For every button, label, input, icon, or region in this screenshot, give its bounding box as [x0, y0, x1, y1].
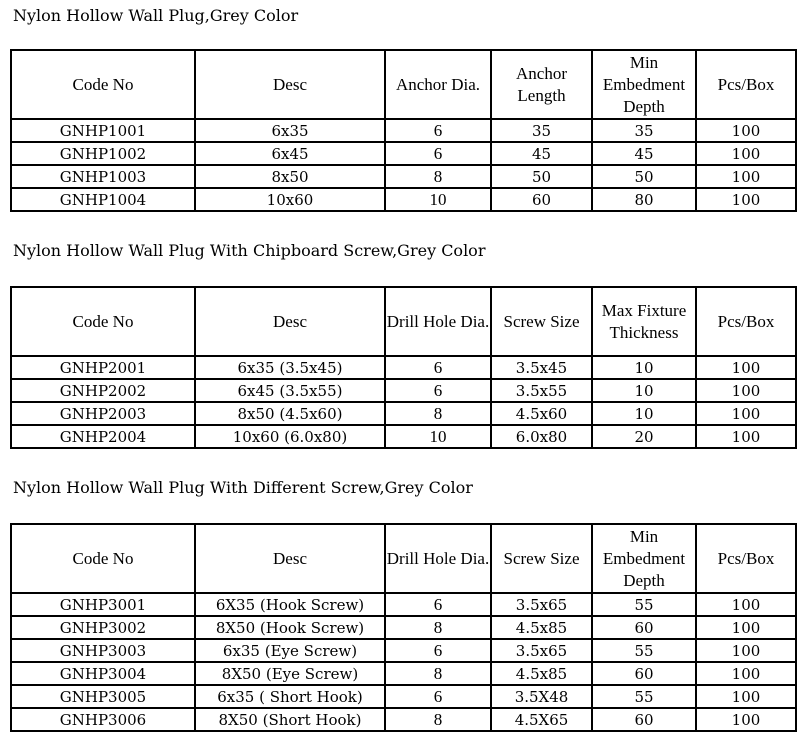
- cell-min-embedment: 60: [592, 616, 696, 639]
- cell-code: GNHP2004: [11, 425, 195, 448]
- cell-desc: 6X35 (Hook Screw): [195, 593, 385, 616]
- cell-code: GNHP3006: [11, 708, 195, 731]
- cell-drill-hole-dia: 6: [385, 356, 491, 379]
- cell-drill-hole-dia: 6: [385, 379, 491, 402]
- table-header-row: [11, 50, 796, 119]
- cell-min-embedment: 60: [592, 662, 696, 685]
- table-1-title: Nylon Hollow Wall Plug,Grey Color: [13, 6, 299, 25]
- header-drill-hole-dia: Drill Hole Dia.: [385, 524, 491, 593]
- cell-code: GNHP2001: [11, 356, 195, 379]
- cell-code: GNHP1004: [11, 188, 195, 211]
- header-code-no: Code No: [11, 524, 195, 593]
- cell-screw-size: 4.5x85: [491, 662, 592, 685]
- header-code-no: Code No: [11, 287, 195, 356]
- cell-code: GNHP3003: [11, 639, 195, 662]
- header-desc: Desc: [195, 287, 385, 356]
- cell-drill-hole-dia: 8: [385, 662, 491, 685]
- cell-min-embedment: 55: [592, 593, 696, 616]
- header-anchor-length: Anchor Length: [491, 50, 592, 119]
- cell-anchor-dia: 8: [385, 165, 491, 188]
- cell-drill-hole-dia: 8: [385, 616, 491, 639]
- cell-pcs-box: 100: [696, 662, 796, 685]
- cell-desc: 8X50 (Hook Screw): [195, 616, 385, 639]
- cell-code: GNHP3002: [11, 616, 195, 639]
- cell-max-fixture: 10: [592, 402, 696, 425]
- header-pcs-box: Pcs/Box: [696, 287, 796, 356]
- cell-anchor-dia: 6: [385, 142, 491, 165]
- table-header-row: [11, 524, 796, 593]
- cell-desc: 8X50 (Short Hook): [195, 708, 385, 731]
- table-row: [11, 402, 796, 425]
- cell-desc: 8x50: [195, 165, 385, 188]
- header-desc: Desc: [195, 524, 385, 593]
- table-row: [11, 708, 796, 731]
- header-screw-size: Screw Size: [491, 524, 592, 593]
- cell-desc: 6x45 (3.5x55): [195, 379, 385, 402]
- cell-min-embedment: 45: [592, 142, 696, 165]
- cell-screw-size: 6.0x80: [491, 425, 592, 448]
- cell-min-embedment: 55: [592, 639, 696, 662]
- cell-anchor-length: 60: [491, 188, 592, 211]
- cell-pcs-box: 100: [696, 425, 796, 448]
- cell-screw-size: 4.5X65: [491, 708, 592, 731]
- table-3: [10, 523, 797, 732]
- header-pcs-box: Pcs/Box: [696, 50, 796, 119]
- cell-pcs-box: 100: [696, 356, 796, 379]
- cell-pcs-box: 100: [696, 402, 796, 425]
- cell-code: GNHP2003: [11, 402, 195, 425]
- cell-screw-size: 4.5x60: [491, 402, 592, 425]
- cell-screw-size: 3.5x55: [491, 379, 592, 402]
- cell-desc: 6x35 (3.5x45): [195, 356, 385, 379]
- cell-drill-hole-dia: 8: [385, 402, 491, 425]
- cell-desc: 8X50 (Eye Screw): [195, 662, 385, 685]
- cell-anchor-dia: 6: [385, 119, 491, 142]
- table-row: [11, 188, 796, 211]
- cell-pcs-box: 100: [696, 639, 796, 662]
- header-code-no: Code No: [11, 50, 195, 119]
- table-2: [10, 286, 797, 449]
- cell-desc: 10x60 (6.0x80): [195, 425, 385, 448]
- cell-max-fixture: 10: [592, 379, 696, 402]
- cell-drill-hole-dia: 6: [385, 685, 491, 708]
- header-pcs-box: Pcs/Box: [696, 524, 796, 593]
- cell-code: GNHP1001: [11, 119, 195, 142]
- cell-screw-size: 3.5x65: [491, 593, 592, 616]
- cell-min-embedment: 60: [592, 708, 696, 731]
- cell-pcs-box: 100: [696, 593, 796, 616]
- cell-anchor-length: 50: [491, 165, 592, 188]
- table-2-title: Nylon Hollow Wall Plug With Chipboard Screw,Grey Color: [13, 241, 486, 260]
- header-min-embedment-depth: Min Embedment Depth: [592, 524, 696, 593]
- cell-pcs-box: 100: [696, 685, 796, 708]
- cell-max-fixture: 10: [592, 356, 696, 379]
- header-anchor-dia: Anchor Dia.: [385, 50, 491, 119]
- cell-drill-hole-dia: 10: [385, 425, 491, 448]
- cell-anchor-length: 35: [491, 119, 592, 142]
- table-row: [11, 142, 796, 165]
- cell-anchor-dia: 10: [385, 188, 491, 211]
- cell-min-embedment: 80: [592, 188, 696, 211]
- cell-screw-size: 3.5X48: [491, 685, 592, 708]
- cell-pcs-box: 100: [696, 119, 796, 142]
- cell-anchor-length: 45: [491, 142, 592, 165]
- cell-desc: 6x35: [195, 119, 385, 142]
- cell-code: GNHP1002: [11, 142, 195, 165]
- cell-code: GNHP1003: [11, 165, 195, 188]
- cell-pcs-box: 100: [696, 616, 796, 639]
- cell-pcs-box: 100: [696, 708, 796, 731]
- cell-min-embedment: 50: [592, 165, 696, 188]
- cell-code: GNHP3005: [11, 685, 195, 708]
- cell-pcs-box: 100: [696, 142, 796, 165]
- cell-code: GNHP2002: [11, 379, 195, 402]
- cell-screw-size: 4.5x85: [491, 616, 592, 639]
- cell-min-embedment: 35: [592, 119, 696, 142]
- cell-desc: 8x50 (4.5x60): [195, 402, 385, 425]
- table-1: [10, 49, 797, 212]
- header-min-embedment-depth: Min Embedment Depth: [592, 50, 696, 119]
- table-row: [11, 685, 796, 708]
- table-row: [11, 165, 796, 188]
- header-screw-size: Screw Size: [491, 287, 592, 356]
- table-row: [11, 616, 796, 639]
- cell-drill-hole-dia: 6: [385, 639, 491, 662]
- cell-desc: 6x35 (Eye Screw): [195, 639, 385, 662]
- table-row: [11, 425, 796, 448]
- cell-code: GNHP3001: [11, 593, 195, 616]
- table-3-title: Nylon Hollow Wall Plug With Different Screw,Grey Color: [13, 478, 473, 497]
- header-max-fixture-thickness: Max Fixture Thickness: [592, 287, 696, 356]
- cell-pcs-box: 100: [696, 165, 796, 188]
- cell-drill-hole-dia: 8: [385, 708, 491, 731]
- cell-screw-size: 3.5x65: [491, 639, 592, 662]
- cell-desc: 6x35 ( Short Hook): [195, 685, 385, 708]
- table-row: [11, 662, 796, 685]
- cell-screw-size: 3.5x45: [491, 356, 592, 379]
- cell-code: GNHP3004: [11, 662, 195, 685]
- cell-drill-hole-dia: 6: [385, 593, 491, 616]
- cell-pcs-box: 100: [696, 188, 796, 211]
- header-drill-hole-dia: Drill Hole Dia.: [385, 287, 491, 356]
- table-header-row: [11, 287, 796, 356]
- cell-max-fixture: 20: [592, 425, 696, 448]
- header-desc: Desc: [195, 50, 385, 119]
- cell-min-embedment: 55: [592, 685, 696, 708]
- table-row: [11, 119, 796, 142]
- table-row: [11, 356, 796, 379]
- table-row: [11, 593, 796, 616]
- table-row: [11, 379, 796, 402]
- table-row: [11, 639, 796, 662]
- cell-pcs-box: 100: [696, 379, 796, 402]
- cell-desc: 10x60: [195, 188, 385, 211]
- cell-desc: 6x45: [195, 142, 385, 165]
